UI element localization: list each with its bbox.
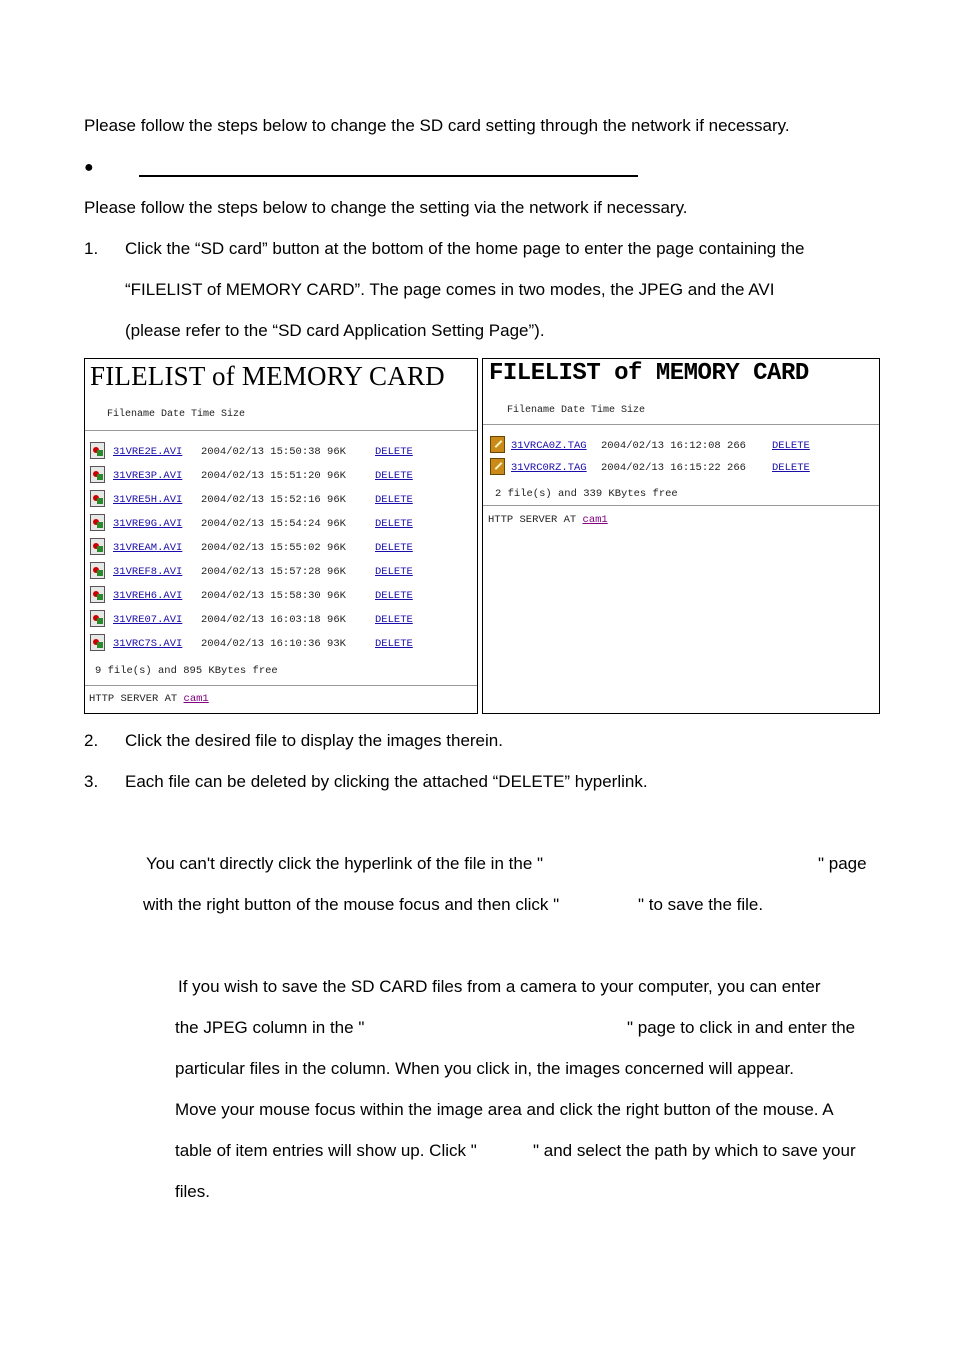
file-row [90,494,470,512]
divider [483,424,879,425]
note-text: " page [818,854,867,873]
video-file-icon[interactable] [90,586,105,603]
step-text: Each file can be deleted by clicking the attached “DELETE” hyperlink. [125,772,648,791]
file-meta: 2004/02/13 15:52:16 96K [201,494,346,506]
note-text: " to save the file. [638,895,764,914]
delete-link[interactable]: DELETE [375,566,413,578]
file-row [90,566,470,584]
file-name-link[interactable]: 31VRE2E.AVI [113,446,183,458]
file-name-link[interactable]: 31VREAM.AVI [113,542,183,554]
note-text: with the right button of the mouse focus and then click " [143,895,560,914]
video-file-icon[interactable] [90,514,105,531]
panel-title: FILELIST of MEMORY CARD [90,361,445,391]
file-name-link[interactable]: 31VRE5H.AVI [113,494,183,506]
free-space-text: 2 file(s) and 339 KBytes free [495,488,678,500]
video-file-icon[interactable] [90,610,105,627]
server-text [89,693,209,705]
file-row [90,590,470,608]
file-row [90,614,470,632]
file-row [90,446,470,464]
note-text: table of item entries will show up. Click " [175,1141,477,1160]
server-prefix: HTTP SERVER AT [488,514,583,526]
file-name-link[interactable]: 31VRE3P.AVI [113,470,183,482]
note-text: files. [175,1182,210,1201]
file-name-link[interactable]: 31VRE07.AVI [113,614,183,626]
image-file-icon[interactable] [490,458,505,475]
intro-text: Please follow the steps below to change the SD card setting through the network if necessary. [84,116,790,135]
video-file-icon[interactable] [90,538,105,555]
file-name-link[interactable]: 31VRE9G.AVI [113,518,183,530]
file-meta: 2004/02/13 15:51:20 96K [201,470,346,482]
video-file-icon[interactable] [90,562,105,579]
file-row [90,470,470,488]
delete-link[interactable]: DELETE [375,518,413,530]
server-link[interactable]: cam1 [183,693,209,705]
video-file-icon[interactable] [90,634,105,651]
file-name-link[interactable]: 31VREF8.AVI [113,566,183,578]
note-text: " and select the path by which to save your [533,1141,856,1160]
file-meta: 2004/02/13 16:03:18 96K [201,614,346,626]
file-row [490,462,875,480]
delete-link[interactable]: DELETE [772,462,810,474]
note-text: If you wish to save the SD CARD files from a camera to your computer, you can enter [178,977,821,996]
delete-link[interactable]: DELETE [375,614,413,626]
heading-underline [139,175,638,177]
image-file-icon[interactable] [490,436,505,453]
file-name-link[interactable]: 31VRC0RZ.TAG [511,462,587,474]
server-prefix: HTTP SERVER AT [89,693,184,705]
file-row [490,440,875,458]
divider [483,505,879,506]
step-number: 2. [84,731,99,750]
file-meta: 2004/02/13 16:10:36 93K [201,638,346,650]
server-link[interactable]: cam1 [582,514,608,526]
step-text: Click the “SD card” button at the bottom of the home page to enter the page containing the [125,239,805,258]
file-row [90,638,470,656]
delete-link[interactable]: DELETE [375,590,413,602]
filelist-jpeg-screenshot [482,358,880,714]
delete-link[interactable]: DELETE [375,638,413,650]
column-header: Filename Date Time Size [507,405,646,416]
file-meta: 2004/02/13 15:50:38 96K [201,446,346,458]
panel-title: FILELIST of MEMORY CARD [489,360,809,387]
delete-link[interactable]: DELETE [375,542,413,554]
file-name-link[interactable]: 31VRC7S.AVI [113,638,183,650]
bullet-icon: ● [84,159,94,176]
file-name-link[interactable]: 31VRCA0Z.TAG [511,440,587,452]
video-file-icon[interactable] [90,490,105,507]
step-text: (please refer to the “SD card Application Setting Page”). [125,321,545,340]
note-text: the JPEG column in the " [175,1018,365,1037]
step-number: 1. [84,239,99,258]
file-meta: 2004/02/13 16:15:22 266 [601,462,746,474]
file-meta: 2004/02/13 15:58:30 96K [201,590,346,602]
column-header: Filename Date Time Size [107,409,246,420]
filelist-avi-screenshot [84,358,478,714]
free-space-text: 9 file(s) and 895 KBytes free [95,665,278,677]
file-name-link[interactable]: 31VREH6.AVI [113,590,183,602]
delete-link[interactable]: DELETE [375,446,413,458]
file-row [90,542,470,560]
delete-link[interactable]: DELETE [772,440,810,452]
file-row [90,518,470,536]
note-text: You can't directly click the hyperlink of the file in the " [146,854,544,873]
divider [85,685,477,686]
note-text: particular files in the column. When you click in, the images concerned will appear. [175,1059,794,1078]
video-file-icon[interactable] [90,442,105,459]
intro-text-2: Please follow the steps below to change the setting via the network if necessary. [84,198,688,217]
file-meta: 2004/02/13 16:12:08 266 [601,440,746,452]
note-text: Move your mouse focus within the image area and click the right button of the mouse. A [175,1100,834,1119]
delete-link[interactable]: DELETE [375,494,413,506]
file-meta: 2004/02/13 15:55:02 96K [201,542,346,554]
note-text: " page to click in and enter the [627,1018,856,1037]
divider [85,430,477,431]
file-meta: 2004/02/13 15:57:28 96K [201,566,346,578]
step-number: 3. [84,772,99,791]
video-file-icon[interactable] [90,466,105,483]
step-text: Click the desired file to display the images therein. [125,731,503,750]
step-text: “FILELIST of MEMORY CARD”. The page comes in two modes, the JPEG and the AVI [125,280,775,299]
file-meta: 2004/02/13 15:54:24 96K [201,518,346,530]
delete-link[interactable]: DELETE [375,470,413,482]
server-text [488,514,608,526]
